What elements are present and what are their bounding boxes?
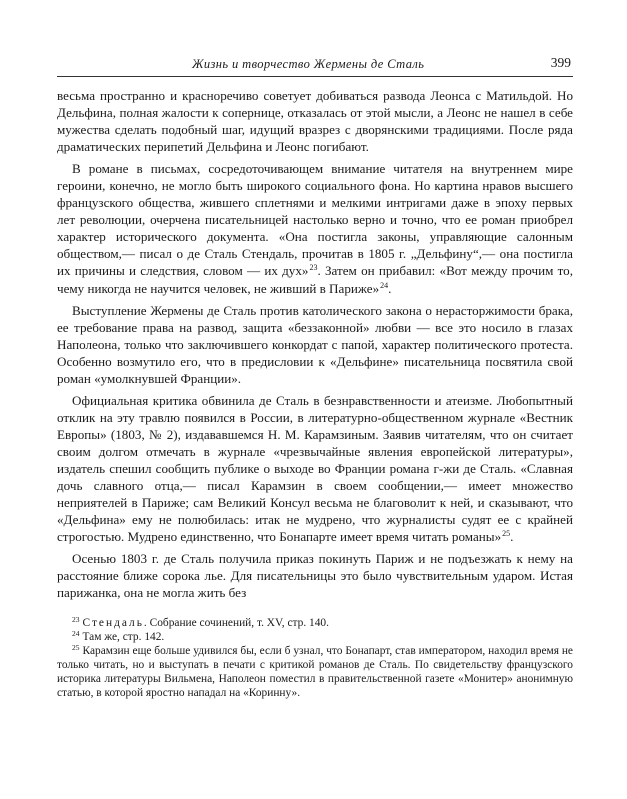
footnote-text: Карамзин еще больше удивился бы, если б узнал, что Бонапарт, став императором, находил время не только читать, но и выступать в печати с критикой романов де Сталь. По свидетельству французского историка литературы Вильмена, Наполеон поместил в правительственной газете «Монитер» анонимную статью, в которой яростно нападал на «Коринну». <box>57 645 573 700</box>
footnote-number: 23 <box>72 615 80 625</box>
book-page <box>57 54 573 700</box>
footnote-ref-23: 23 <box>309 263 318 273</box>
paragraph-2-text-c: . <box>388 280 392 296</box>
paragraph-2-text-a: В романе в письмах, сосредоточивающем внимание читателя на внутреннем мире героини, конечно, не могло быть широкого социального фона. Но картина нравов высшего французского общества, жившего сплетнями и мелкими интригами даже в эпоху первых лет революции, очерчена писательницей настолько верно и точно, что ее роман приобрел характер исторического документа. «Она постигла законы, управляющие салонным обществом,— писал о де Сталь Стендаль, прочитав в 1805 г. „Дельфину“,— она постигла их причины и следствия, словом — их дух» <box>57 161 573 279</box>
footnote-23 <box>57 616 573 630</box>
paragraph-1: весьма пространно и красноречиво советует добиваться развода Леонса с Матильдой. Но Дельфина, полная жалости к сопернице, отказалась от этой мысли, а Леонс не нашел в себе мужества сделать подобный шаг, идущий вразрез с дворянскими традициями. После ряда драматических перипетий Дельфина и Леонс погибают. <box>57 88 573 155</box>
footnote-number: 24 <box>72 629 80 639</box>
footnote-24 <box>57 630 573 644</box>
footnote-number: 25 <box>72 643 80 653</box>
paragraph-2 <box>57 160 573 296</box>
footnote-text: Там же, стр. 142. <box>82 631 165 644</box>
main-text <box>57 87 573 601</box>
footnote-25 <box>57 644 573 700</box>
running-head: Жизнь и творчество Жермены де Сталь <box>192 57 425 71</box>
paragraph-3: Выступление Жермены де Сталь против католического закона о нерасторжимости брака, ее требование права на развод, защита «беззаконной» любви — все это носило в глазах Наполеона, только что заключившего конкордат с папой, характер политического протеста. Особенно возмутило его, что в предисловии к «Дельфине» писательница посвятила свой роман «умолкнувшей Франции». <box>57 302 573 386</box>
footnotes <box>57 616 573 700</box>
paragraph-4-text: Официальная критика обвинила де Сталь в безнравственности и атеизме. Любопытный отклик на эту травлю появился в России, в литературно-общественном журнале «Вестник Европы» (1803, № 2), издававшемся Н. М. Карамзиным. Заявив читателям, что он считает своим долгом отмечать в журнале «чрезвычайные явления европейской литературы», издатель спешил сообщить публике о выходе во Франции романа г-жи де Сталь. «Славная дочь славного отца,— писал Карамзин в своем сообщении,— имеет множество неприятелей в Париже; сам Великий Консул весьма не благоволит к ней, и сказывают, что «Дельфина» ему не полюбилась: итак не мудрено, что журналисты судят ее с крайней строгостью. Мудрено единственно, что Бонапарте имеет время читать романы» <box>57 392 573 545</box>
page-header <box>57 54 573 77</box>
page-number: 399 <box>550 55 571 70</box>
footnote-ref-25: 25 <box>502 529 511 539</box>
footnote-ref-24: 24 <box>380 280 389 290</box>
paragraph-5: Осенью 1803 г. де Сталь получила приказ покинуть Париж и не подъезжать к нему на расстояние ближе сорока лье. Для писательницы это было чувствительным ударом. Истая парижанка, она не могла жить без <box>57 551 573 601</box>
footnote-text: . Собрание сочинений, т. XV, стр. 140. <box>143 617 329 630</box>
footnote-author: Стендаль <box>82 617 144 630</box>
paragraph-4-tail: . <box>510 529 514 545</box>
paragraph-2-text-b: . Затем он прибавил: «Вот между прочим то, чему никогда не научится человек, не живший в Париже» <box>57 263 574 296</box>
paragraph-4 <box>57 392 573 545</box>
